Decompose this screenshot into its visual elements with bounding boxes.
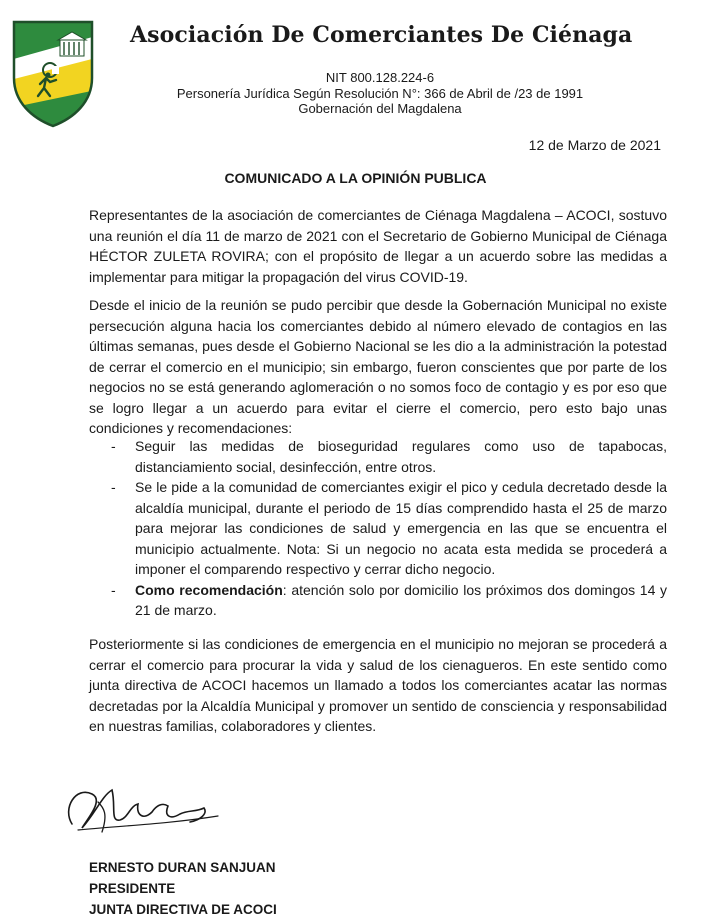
bullet-dash: - [111,479,116,495]
bullet-dash: - [111,581,116,598]
bullet-text: : atención solo por domicilio los próximos dos domingos 14 y 21 de marzo. [135,581,668,618]
bullet-bold-label: Como recomendación [135,581,283,598]
bullet-text: Seguir las medidas de bioseguridad regulares como uso de tapabocas, distanciamiento social, desinfección, entre otros. [135,438,667,475]
document-date: 12 de Marzo de 2021 [528,137,661,153]
handwritten-signature-icon [58,772,228,842]
organization-title: Asociación De Comerciantes De Ciénaga [130,22,633,48]
bullet-dash: - [111,438,116,454]
document-heading: COMUNICADO A LA OPINIÓN PUBLICA [224,170,487,186]
nit-line: NIT 800.128.224-6 [325,70,435,85]
paragraph-2: Desde el inicio de la reunión se pudo percibir que desde la Gobernación Municipal no existe persecución alguna hacia los comerciantes debido al número elevado de contagios en las últimas semanas, pues desde el Gobierno Nacional se les dio a la administración la potestad de cerrar el comercio en el municipio; sin embargo, fueron conscientes que por parte de los negocios no se está generando aglomeración o no somos foco de contagio y es por eso que se logro llegar a un acuerdo para evitar el cierre el comercio, pero esto bajo unas condiciones y recomendaciones: [89,297,667,436]
paragraph-1: Representantes de la asociación de comerciantes de Ciénaga Magdalena – ACOCI, sostuvo una reunión el día 11 de marzo de 2021 con el Secretario de Gobierno Municipal de Ciénaga HÉCTOR ZULETA ROVIRA; con el propósito de llegar a un acuerdo sobre las medidas a implementar para mitigar la propagación del virus COVID-19. [89,207,667,285]
list-item [89,477,667,580]
gobernacion-line: Gobernación del Magdalena [298,101,462,116]
acoci-shield-logo-icon [10,18,96,130]
list-item [89,580,667,621]
paragraph-3: Posteriormente si las condiciones de emergencia en el municipio no mejoran se procederá a cerrar el comercio para procurar la vida y salud de los cienagueros. En este sentido como junta directiva de ACOCI hacemos un llamado a todos los comerciantes acatar las normas decretadas por la Alcaldía Municipal y promover un sentido de consciencia y responsabilidad en nuestras familias, colaboradores y clientes. [89,636,667,734]
conditions-list [89,436,667,621]
personeria-line: Personería Jurídica Según Resolución N°: 366 de Abril de /23 de 1991 [176,85,584,101]
signatory-board: JUNTA DIRECTIVA DE ACOCI [89,902,277,917]
signatory-name: ERNESTO DURAN SANJUAN [89,860,276,875]
signatory-role: PRESIDENTE [89,881,176,896]
bullet-text: Se le pide a la comunidad de comerciantes exigir el pico y cedula decretado desde la alcaldía municipal, durante el periodo de 15 días comprendido hasta el 25 de marzo para mejorar las condiciones de salud y emergencia en las que se encuentra el municipio actualmente. Nota: Si un negocio no acata esta medida se procederá a imponer el comparendo respectivo y cerrar dicho negocio. [135,479,667,577]
signatory-block [89,857,277,920]
list-item [89,436,667,477]
organization-info [150,70,610,117]
